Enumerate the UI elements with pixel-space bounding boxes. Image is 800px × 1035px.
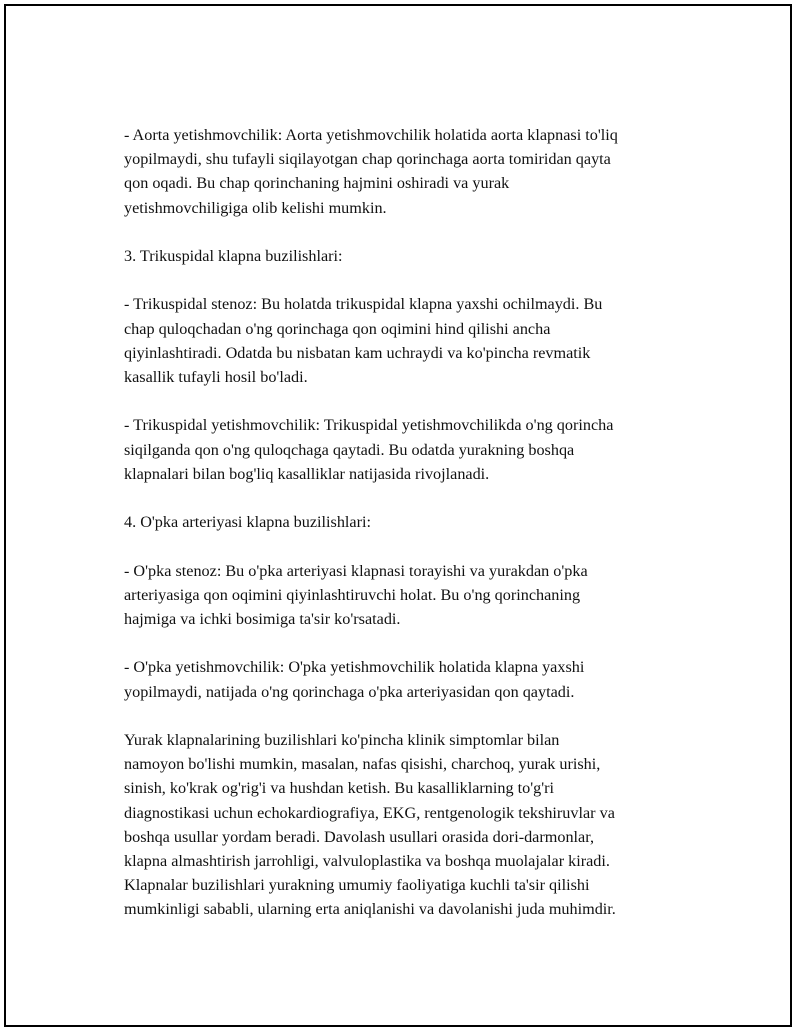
paragraph-pulmonary-insufficiency <box>124 655 704 703</box>
text-line: hajmiga va ichki bosimiga ta'sir ko'rsatadi. <box>124 609 401 628</box>
text-line: kasallik tufayli hosil bo'ladi. <box>124 368 308 386</box>
text-line: - O'pka yetishmovchilik: O'pka yetishmovchilik holatida klapna yaxshi <box>124 658 585 677</box>
text-line: - Trikuspidal stenoz: Bu holatda trikuspidal klapna yaxshi ochilmaydi. Bu <box>124 295 603 314</box>
heading-text: 4. O'pka arteriyasi klapna buzilishlari: <box>124 513 372 532</box>
text-line: Yurak klapnalarining buzilishlari ko'pincha klinik simptomlar bilan <box>124 730 560 749</box>
text-line: namoyon bo'lishi mumkin, masalan, nafas qisishi, charchoq, yurak urishi, <box>124 755 601 774</box>
text-line: siqilganda qon o'ng quloqchaga qaytadi. Bu odatda yurakning boshqa <box>124 440 575 459</box>
section-heading-pulmonary <box>124 510 704 534</box>
text-line: yopilmaydi, natijada o'ng qorinchaga o'pka arteriyasidan qon qaytadi. <box>124 682 575 701</box>
text-line: qon oqadi. Bu chap qorinchaning hajmini oshiradi va yurak <box>124 174 510 193</box>
document-body <box>124 123 704 946</box>
heading-text: 3. Trikuspidal klapna buzilishlari: <box>124 247 343 265</box>
text-line: diagnostikasi uchun echokardiografiya, EKG, rentgenologik tekshiruvlar va <box>124 803 615 822</box>
text-line: - Aorta yetishmovchilik: Aorta yetishmovchilik holatida aorta klapnasi to'liq <box>124 126 618 144</box>
text-line: yopilmaydi, shu tufayli siqilayotgan chap qorinchaga aorta tomiridan qayta <box>124 150 611 169</box>
paragraph-tricuspid-stenosis <box>124 292 704 389</box>
text-line: boshqa usullar yordam beradi. Davolash usullari orasida dori-darmonlar, <box>124 827 595 846</box>
text-line: qiyinlashtiradi. Odatda bu nisbatan kam uchraydi va ko'pincha revmatik <box>124 343 591 362</box>
text-line: chap quloqchadan o'ng qorinchaga qon oqimini hind qilishi ancha <box>124 319 551 338</box>
text-line: Klapnalar buzilishlari yurakning umumiy faoliyatiga kuchli ta'sir qilishi <box>124 876 590 895</box>
paragraph-pulmonary-stenosis <box>124 559 704 632</box>
text-line: sinish, ko'krak og'rig'i va hushdan ketish. Bu kasalliklarning to'g'ri <box>124 779 555 798</box>
page-frame <box>4 4 792 1027</box>
paragraph-tricuspid-insufficiency <box>124 413 704 486</box>
text-line: arteriyasiga qon oqimini qiyinlashtiruvchi holat. Bu o'ng qorinchaning <box>124 585 581 604</box>
text-line: - O'pka stenoz: Bu o'pka arteriyasi klapnasi torayishi va yurakdan o'pka <box>124 561 588 580</box>
paragraph-aorta-insufficiency <box>124 123 704 220</box>
text-line: - Trikuspidal yetishmovchilik: Trikuspidal yetishmovchilikda o'ng qorincha <box>124 416 614 435</box>
text-line: yetishmovchiligiga olib kelishi mumkin. <box>124 198 387 217</box>
text-line: klapnalari bilan bog'liq kasalliklar natijasida rivojlanadi. <box>124 464 490 483</box>
paragraph-summary <box>124 728 704 922</box>
section-heading-tricuspid <box>124 244 704 268</box>
text-line: mumkinligi sababli, ularning erta aniqlanishi va davolanishi juda muhimdir. <box>124 900 616 919</box>
text-line: klapna almashtirish jarrohligi, valvuloplastika va boshqa muolajalar kiradi. <box>124 851 610 870</box>
